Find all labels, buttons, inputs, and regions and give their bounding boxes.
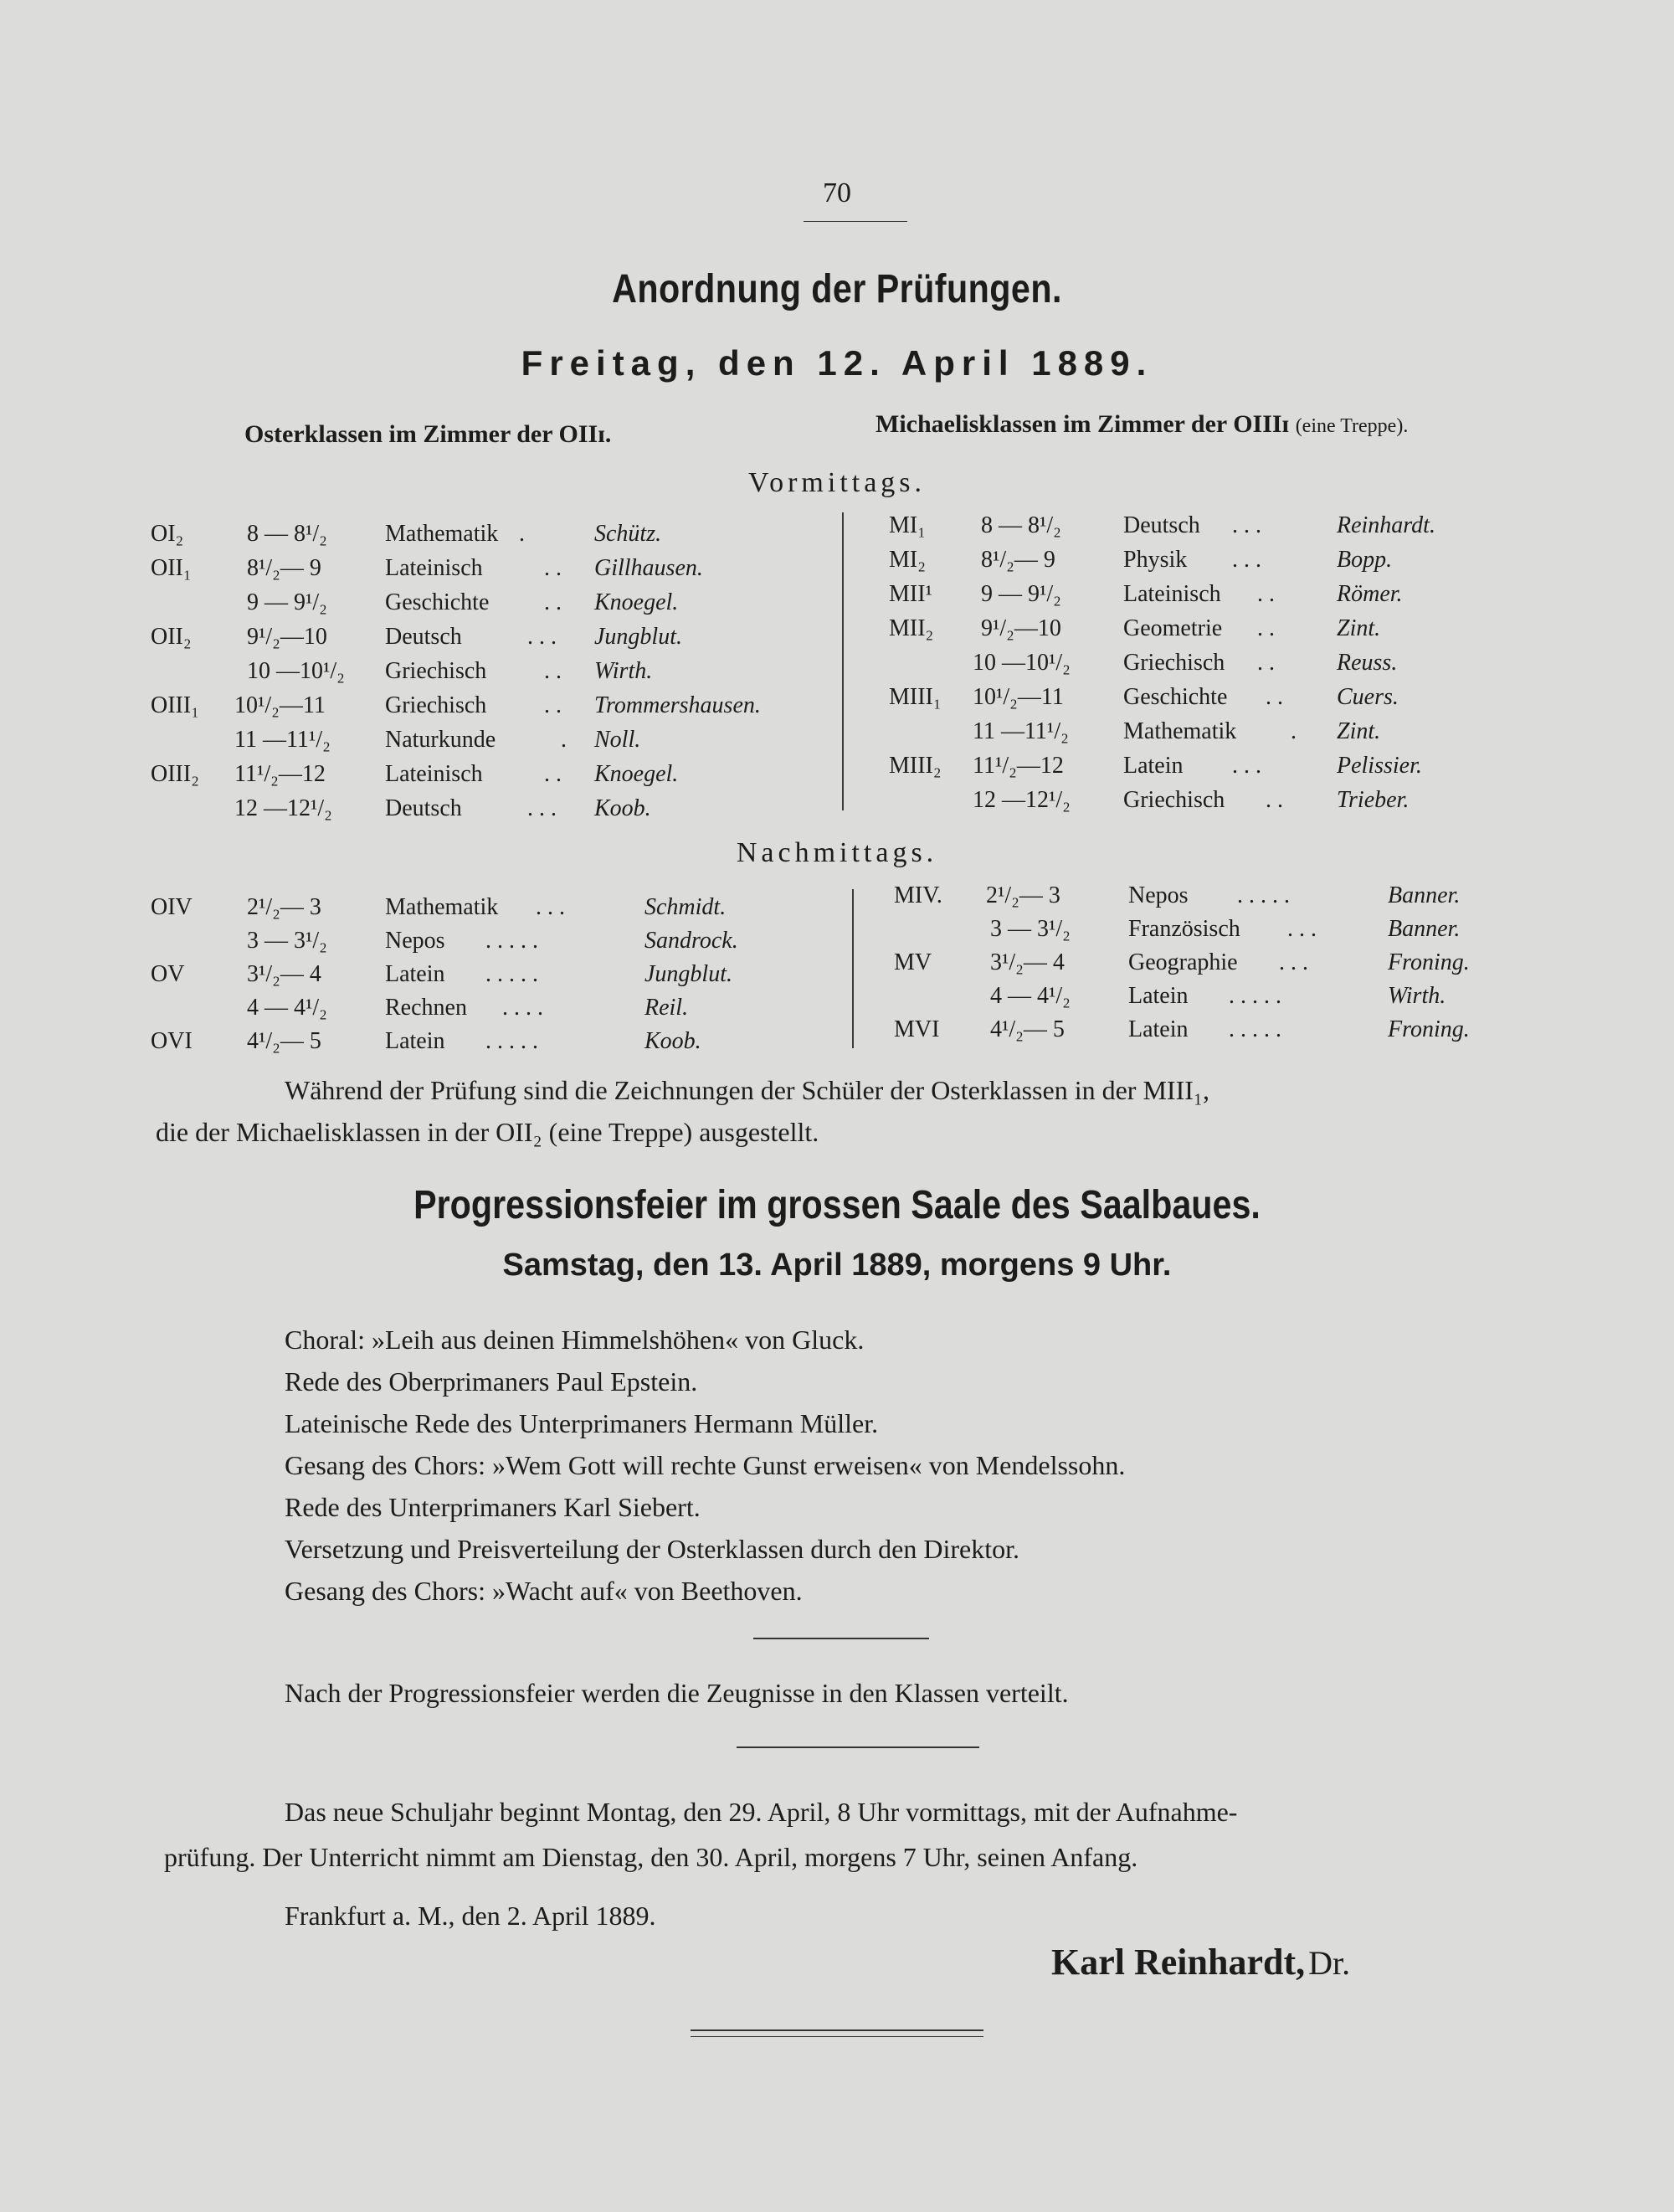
section-divider — [737, 1746, 979, 1748]
schedule-row — [151, 761, 837, 795]
signature — [1051, 1941, 1350, 1983]
right-column-heading-text: Michaelisklassen im Zimmer der OIIIɪ — [876, 410, 1290, 438]
dot-leader: . — [519, 521, 525, 547]
subject: Deutsch — [385, 795, 462, 821]
progression-title: Progressionsfeier im grossen Saale des Saalbaues. — [413, 1183, 1261, 1227]
subject: Geschichte — [1123, 684, 1228, 710]
subject: Physik — [1123, 547, 1188, 573]
dot-leader: . . — [544, 589, 562, 615]
exhibition-note-line-2: die der Michaelisklassen in der OII₂ (eine Treppe) ausgestellt. — [156, 1117, 819, 1147]
time-slot: 3¹/₂— 4 — [990, 949, 1065, 975]
time-slot: 3 — 3¹/₂ — [990, 916, 1071, 942]
teacher: Banner. — [1388, 916, 1461, 942]
dot-leader: . — [561, 727, 567, 753]
dot-leader: . . . . — [502, 995, 543, 1021]
schedule-row — [151, 624, 837, 657]
schedule-row — [889, 547, 1492, 580]
time-slot: 3 — 3¹/₂ — [247, 928, 327, 954]
program-item: Rede des Oberprimaners Paul Epstein. — [285, 1366, 698, 1397]
dot-leader: . . — [544, 692, 562, 718]
teacher: Reuss. — [1337, 650, 1398, 676]
time-slot: 11 —11¹/₂ — [234, 727, 331, 753]
dot-leader: . . . — [527, 795, 557, 821]
class-label: OVI — [151, 1028, 193, 1054]
dot-leader: . . . — [1232, 753, 1261, 779]
dot-leader: . . — [1266, 684, 1283, 710]
time-slot: 8 — 8¹/₂ — [247, 521, 327, 547]
teacher: Bopp. — [1337, 547, 1393, 573]
teacher: Banner. — [1388, 882, 1461, 908]
teacher: Cuers. — [1337, 684, 1399, 710]
time-slot: 12 —12¹/₂ — [234, 795, 332, 821]
class-label: OII₂ — [151, 624, 192, 650]
dot-leader: . . . . . — [485, 1028, 538, 1054]
schedule-row — [889, 684, 1492, 718]
teacher: Schmidt. — [644, 894, 727, 920]
time-slot: 8 — 8¹/₂ — [981, 512, 1061, 538]
subject: Latein — [385, 1028, 445, 1054]
class-label: MIII₂ — [889, 753, 942, 779]
dot-leader: . . — [1257, 650, 1275, 676]
time-slot: 4 — 4¹/₂ — [990, 983, 1071, 1009]
footer-rule-top — [691, 2029, 983, 2031]
column-divider-afternoon — [852, 889, 854, 1048]
teacher: Zint. — [1337, 718, 1381, 744]
dot-leader: . . — [544, 761, 562, 787]
teacher: Sandrock. — [644, 928, 738, 954]
teacher: Römer. — [1337, 581, 1403, 607]
class-label: MI₂ — [889, 547, 926, 573]
dot-leader: . . — [1266, 787, 1283, 813]
teacher: Jungblut. — [594, 624, 682, 650]
time-slot: 4 — 4¹/₂ — [247, 995, 327, 1021]
subject: Lateinisch — [385, 555, 483, 581]
dot-leader: . . . — [536, 894, 565, 920]
dot-leader: . . . . . — [485, 961, 538, 987]
schedule-row — [894, 949, 1497, 983]
time-slot: 10 —10¹/₂ — [247, 658, 345, 684]
subject: Latein — [1128, 1016, 1189, 1042]
time-slot: 9¹/₂—10 — [981, 615, 1061, 641]
time-slot: 11¹/₂—12 — [234, 761, 326, 787]
subject: Deutsch — [385, 624, 462, 650]
subject: Nepos — [1128, 882, 1189, 908]
teacher: Gillhausen. — [594, 555, 703, 581]
place-date: Frankfurt a. M., den 2. April 1889. — [285, 1901, 656, 1931]
subject: Lateinisch — [1123, 581, 1221, 607]
teacher: Koob. — [594, 795, 651, 821]
teacher: Froning. — [1388, 1016, 1470, 1042]
schedule-row — [151, 658, 837, 692]
class-label: OII₁ — [151, 555, 192, 581]
teacher: Reil. — [644, 995, 689, 1021]
schedule-row — [151, 995, 845, 1028]
schedule-row — [889, 753, 1492, 786]
time-slot: 8¹/₂— 9 — [981, 547, 1055, 573]
time-slot: 12 —12¹/₂ — [973, 787, 1071, 813]
schedule-row — [889, 650, 1492, 683]
teacher: Trommershausen. — [594, 692, 761, 718]
subject: Rechnen — [385, 995, 467, 1021]
exhibition-note-line-1: Während der Prüfung sind die Zeichnungen der Schüler der Osterklassen in der MIII₁, — [285, 1075, 1210, 1105]
right-column-heading-note: (eine Treppe). — [1295, 415, 1409, 437]
class-label: MI₁ — [889, 512, 926, 538]
page-title: Anordnung der Prüfungen. — [612, 267, 1062, 311]
section-divider — [753, 1638, 929, 1639]
program-item: Gesang des Chors: »Wem Gott will rechte Gunst erweisen« von Mendelssohn. — [285, 1450, 1126, 1480]
subject: Latein — [1128, 983, 1189, 1009]
teacher: Wirth. — [1388, 983, 1446, 1009]
subject: Geographie — [1128, 949, 1238, 975]
class-label: OIV — [151, 894, 193, 920]
schedule-row — [151, 521, 837, 554]
schedule-row — [889, 512, 1492, 546]
dot-leader: . . . . . — [1229, 1016, 1281, 1042]
progression-date: Samstag, den 13. April 1889, morgens 9 Uhr. — [502, 1247, 1172, 1283]
teacher: Pelissier. — [1337, 753, 1422, 779]
schedule-row — [151, 1028, 845, 1062]
schedule-row — [889, 581, 1492, 615]
time-slot: 9 — 9¹/₂ — [981, 581, 1061, 607]
schedule-row — [151, 795, 837, 829]
subject: Französisch — [1128, 916, 1240, 942]
time-slot: 3¹/₂— 4 — [247, 961, 321, 987]
time-slot: 9 — 9¹/₂ — [247, 589, 327, 615]
teacher: Reinhardt. — [1337, 512, 1435, 538]
class-label: MII¹ — [889, 581, 932, 607]
signature-title: Dr. — [1308, 1944, 1351, 1982]
schedule-row — [151, 555, 837, 589]
schedule-row — [894, 916, 1497, 949]
dot-leader: . . . — [1279, 949, 1308, 975]
afternoon-label: Nachmittags. — [736, 837, 938, 868]
dot-leader: . . — [544, 658, 562, 684]
program-item: Lateinische Rede des Unterprimaners Hermann Müller. — [285, 1408, 879, 1438]
program-item: Rede des Unterprimaners Karl Siebert. — [285, 1492, 701, 1522]
schedule-row — [151, 589, 837, 623]
teacher: Schütz. — [594, 521, 662, 547]
class-label: OIII₁ — [151, 692, 199, 718]
signature-name: Karl Reinhardt, — [1051, 1942, 1306, 1983]
morning-label: Vormittags. — [747, 467, 927, 498]
schedule-row — [151, 928, 845, 961]
subject: Griechisch — [1123, 650, 1225, 676]
schedule-row — [889, 718, 1492, 752]
page-number: 70 — [823, 177, 851, 208]
teacher: Knoegel. — [594, 589, 679, 615]
dot-leader: . . . . . — [1229, 983, 1281, 1009]
schedule-row — [889, 615, 1492, 649]
dot-leader: . . . . . — [485, 928, 538, 954]
dot-leader: . . — [544, 555, 562, 581]
teacher: Noll. — [594, 727, 641, 753]
dot-leader: . . — [1257, 615, 1275, 641]
time-slot: 4¹/₂— 5 — [990, 1016, 1065, 1042]
schedule-row — [151, 961, 845, 995]
dot-leader: . — [1291, 718, 1297, 744]
teacher: Zint. — [1337, 615, 1381, 641]
subject: Geschichte — [385, 589, 490, 615]
subject: Geometrie — [1123, 615, 1223, 641]
subject: Latein — [385, 961, 445, 987]
program-item: Gesang des Chors: »Wacht auf« von Beethoven. — [285, 1576, 803, 1606]
teacher: Froning. — [1388, 949, 1470, 975]
teacher: Koob. — [644, 1028, 701, 1054]
dot-leader: . . . — [1287, 916, 1317, 942]
time-slot: 10¹/₂—11 — [973, 684, 1064, 710]
subject: Mathematik — [385, 521, 499, 547]
school-year-line-1: Das neue Schuljahr beginnt Montag, den 29. April, 8 Uhr vormittags, mit der Aufnahme- — [285, 1797, 1238, 1827]
schedule-row — [894, 882, 1497, 916]
teacher: Knoegel. — [594, 761, 679, 787]
time-slot: 2¹/₂— 3 — [986, 882, 1060, 908]
time-slot: 8¹/₂— 9 — [247, 555, 321, 581]
column-divider-morning — [842, 512, 844, 810]
subject: Naturkunde — [385, 727, 496, 753]
time-slot: 11¹/₂—12 — [973, 753, 1064, 779]
schedule-row — [151, 692, 837, 726]
dot-leader: . . . — [1232, 512, 1261, 538]
class-label: MII₂ — [889, 615, 934, 641]
time-slot: 11 —11¹/₂ — [973, 718, 1069, 744]
certificates-note: Nach der Progressionsfeier werden die Zeugnisse in den Klassen verteilt. — [285, 1678, 1069, 1708]
left-column-heading: Osterklassen im Zimmer der OIIɪ. — [244, 420, 612, 448]
time-slot: 2¹/₂— 3 — [247, 894, 321, 920]
teacher: Trieber. — [1337, 787, 1410, 813]
page-number-flourish — [804, 221, 907, 222]
schedule-row — [894, 1016, 1497, 1050]
dot-leader: . . — [1257, 581, 1275, 607]
class-label: MV — [894, 949, 932, 975]
class-label: MIII₁ — [889, 684, 942, 710]
subject: Deutsch — [1123, 512, 1200, 538]
subject: Griechisch — [385, 692, 487, 718]
right-column-heading — [876, 410, 1408, 439]
schedule-row — [151, 727, 837, 760]
dot-leader: . . . . . — [1237, 882, 1290, 908]
teacher: Jungblut. — [644, 961, 732, 987]
time-slot: 9¹/₂—10 — [247, 624, 327, 650]
teacher: Wirth. — [594, 658, 653, 684]
school-year-line-2: prüfung. Der Unterricht nimmt am Dienstag, den 30. April, morgens 7 Uhr, seinen Anfang. — [164, 1842, 1138, 1872]
subject: Lateinisch — [385, 761, 483, 787]
exam-date: Freitag, den 12. April 1889. — [521, 343, 1153, 383]
schedule-row — [151, 894, 845, 928]
subject: Griechisch — [1123, 787, 1225, 813]
schedule-row — [889, 787, 1492, 820]
program-item: Versetzung und Preisverteilung der Osterklassen durch den Direktor. — [285, 1534, 1019, 1564]
class-label: OV — [151, 961, 185, 987]
program-item: Choral: »Leih aus deinen Himmelshöhen« von Gluck. — [285, 1325, 865, 1355]
subject: Latein — [1123, 753, 1184, 779]
subject: Nepos — [385, 928, 445, 954]
subject: Griechisch — [385, 658, 487, 684]
class-label: OI₂ — [151, 521, 184, 547]
dot-leader: . . . — [1232, 547, 1261, 573]
time-slot: 10 —10¹/₂ — [973, 650, 1071, 676]
time-slot: 10¹/₂—11 — [234, 692, 326, 718]
subject: Mathematik — [1123, 718, 1237, 744]
class-label: OIII₂ — [151, 761, 199, 787]
dot-leader: . . . — [527, 624, 557, 650]
class-label: MIV. — [894, 882, 942, 908]
subject: Mathematik — [385, 894, 499, 920]
time-slot: 4¹/₂— 5 — [247, 1028, 321, 1054]
footer-rule-bottom — [691, 2036, 983, 2037]
schedule-row — [894, 983, 1497, 1016]
class-label: MVI — [894, 1016, 940, 1042]
